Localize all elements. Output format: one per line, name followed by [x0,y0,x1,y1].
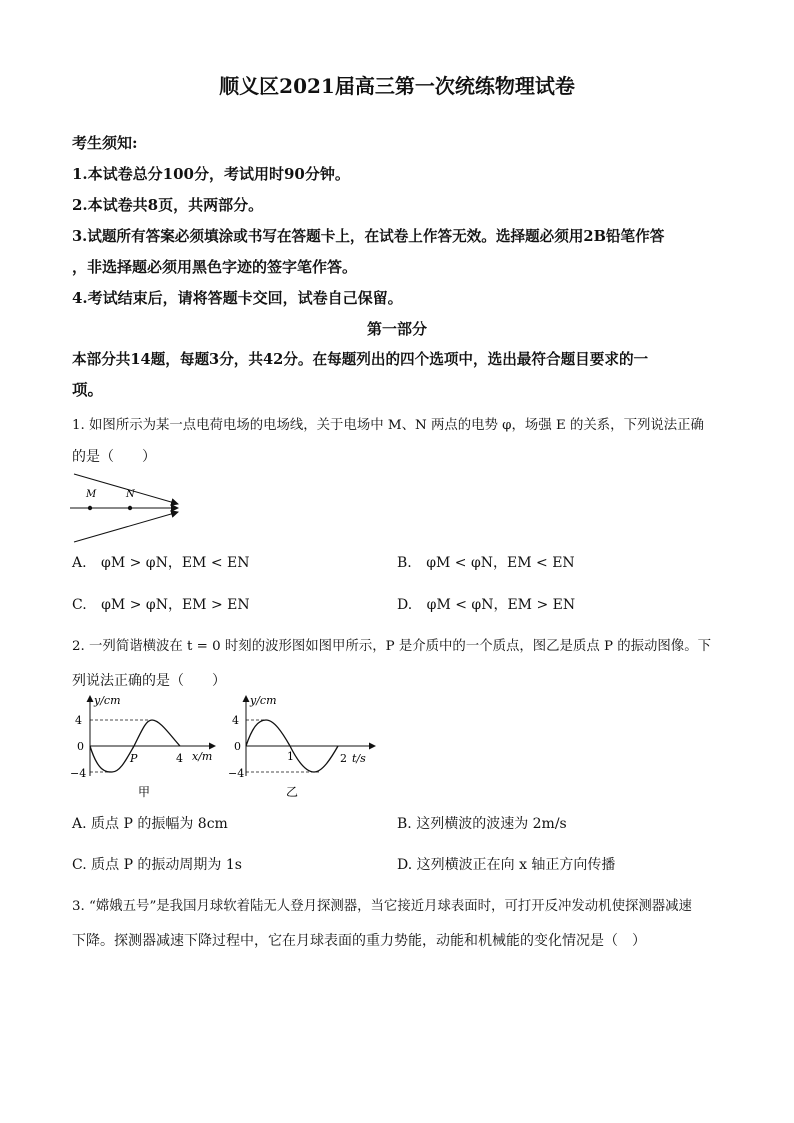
exam-title: 顺义区2021届高三第一次统练物理试卷 [219,74,575,98]
x-axis-label: x/m [192,750,213,763]
option-label: D. [397,597,413,613]
option-label: B. [397,555,412,571]
tick-y-top: 4 [232,714,239,727]
tick-y-bottom: −4 [70,767,87,780]
q1-stem-cont: 的是（ ） [72,449,156,465]
q1-option-a[interactable] [72,552,250,572]
notice-item-1: 1.本试卷总分100分，考试用时90分钟。 [72,165,350,183]
q1-option-b[interactable] [397,552,575,572]
point-n [128,506,132,510]
part1-heading: 第一部分 [366,320,427,338]
tick-y-top: 4 [75,714,82,727]
option-text: φM < φN，EM < EN [426,555,575,571]
q1-field-lines-figure [70,470,190,550]
tick-x: 4 [176,752,183,765]
tick-y-zero: 0 [234,740,241,753]
q2-option-c[interactable]: C. 质点 P 的振动周期为 1s [72,857,242,873]
graph-caption: 乙 [286,785,299,799]
q1-option-d[interactable] [397,594,575,614]
graph-caption: 甲 [138,785,151,799]
option-label: A. [72,555,87,571]
y-axis-label: y/cm [250,694,277,707]
option-label: C. [72,597,87,613]
q1-option-c[interactable] [72,594,250,614]
label-n: N [126,489,135,500]
q3-stem: 3. “嫦娥五号”是我国月球软着陆无人登月探测器，当它接近月球表面时，可打开反冲发动机使探测器减速 [72,899,692,914]
q3-stem-cont: 下降。探测器减速下降过程中，它在月球表面的重力势能，动能和机械能的变化情况是（ ） [72,933,646,949]
label-m: M [86,489,97,500]
notice-item-2: 2.本试卷共8页，共两部分。 [72,196,264,214]
option-text: φM > φN，EM < EN [101,555,250,571]
notice-heading: 考生须知: [72,134,138,152]
tick-y-bottom: −4 [228,767,245,780]
notice-item-3: 3.试题所有答案必须填涂或书写在答题卡上，在试卷上作答无效。选择题必须用2B铅笔作答 [72,228,665,245]
q2-vibration-graph [230,690,390,805]
notice-item-4: 4.考试结束后，请将答题卡交回，试卷自己保留。 [72,289,403,307]
field-line-bottom [74,512,178,542]
q2-stem: 2. 一列简谐横波在 t = 0 时刻的波形图如图甲所示，P 是介质中的一个质点，图乙是质点 P 的振动图像。下 [72,639,711,654]
notice-item-3-cont: ，非选择题必须用黑色字迹的签字笔作答。 [72,258,358,276]
x-axis-label: t/s [352,752,366,765]
part1-intro: 本部分共14题，每题3分，共42分。在每题列出的四个选项中，选出最符合题目要求的一 [72,351,649,368]
y-axis-label: y/cm [94,694,121,707]
q1-stem: 1. 如图所示为某一点电荷电场的电场线，关于电场中 M、N 两点的电势 φ，场强 E 的关系，下列说法正确 [72,418,704,433]
point-p-label: P [130,752,138,765]
tick-y-zero: 0 [77,740,84,753]
q2-option-b[interactable]: B. 这列横波的波速为 2m/s [397,816,567,832]
q2-option-d[interactable]: D. 这列横波正在向 x 轴正方向传播 [397,857,616,873]
q2-option-a[interactable]: A. 质点 P 的振幅为 8cm [72,816,228,832]
option-text: φM > φN，EM > EN [101,597,250,613]
q2-stem-cont: 列说法正确的是（ ） [72,673,226,689]
q2-wave-graph [70,690,230,805]
option-text: φM < φN，EM > EN [426,597,576,613]
point-m [88,506,92,510]
tick-x-2: 2 [340,752,347,765]
part1-intro-cont: 项。 [72,380,104,399]
tick-x-1: 1 [287,750,294,763]
